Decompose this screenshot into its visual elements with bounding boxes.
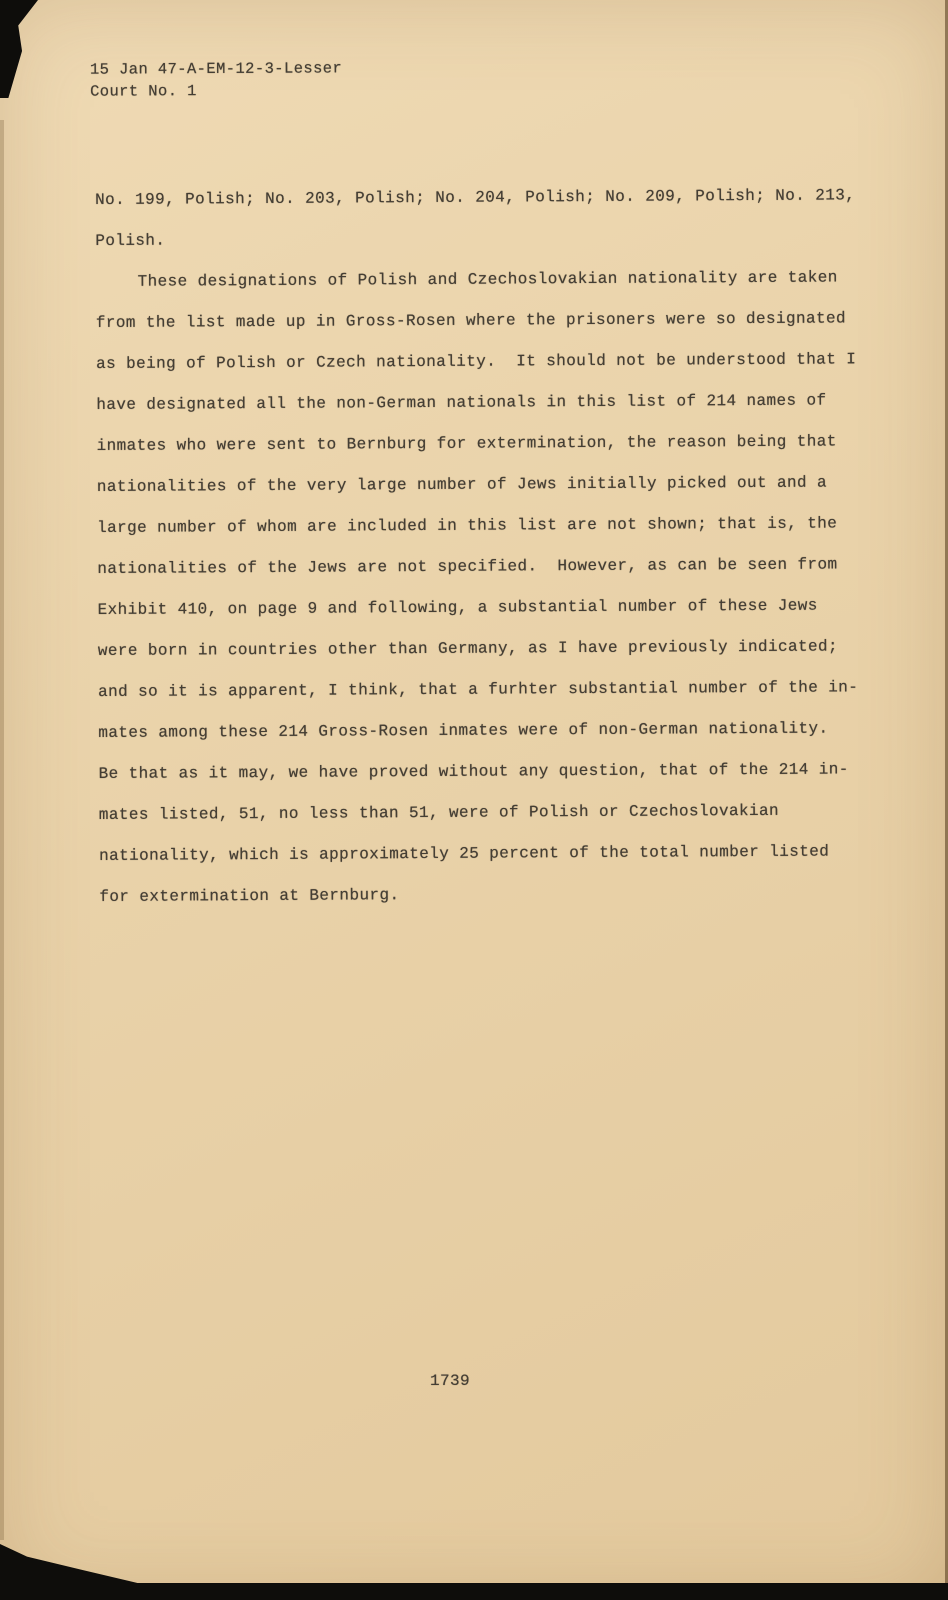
text-line: nationalities of the very large number of Jews initially picked out and a	[96, 473, 828, 496]
text-line: mates among these 214 Gross-Rosen inmates were of non-German nationality.	[98, 719, 829, 742]
page-number: 1739	[430, 1372, 471, 1390]
text-line: Be that as it may, we have proved without any question, that of the 214 in-	[98, 760, 849, 783]
text-line: Exhibit 410, on page 9 and following, a substantial number of these Jews	[97, 596, 818, 619]
text-line: nationalities of the Jews are not specified. However, as can be seen from	[97, 555, 838, 578]
text-line: have designated all the non-German nationals in this list of 214 names of	[96, 391, 827, 414]
text-line: large number of whom are included in this list are not shown; that is, the	[97, 514, 838, 537]
text-line: No. 199, Polish; No. 203, Polish; No. 204, Polish; No. 209, Polish; No. 213,	[95, 186, 856, 209]
text-line: for extermination at Bernburg.	[99, 886, 400, 906]
text-line: were born in countries other than Germany, as I have previously indicated;	[97, 637, 839, 660]
scan-artifact-top-left-corner	[0, 0, 38, 98]
scan-artifact-bottom-left-corner	[0, 1544, 150, 1586]
header-docket-line: 15 Jan 47-A-EM-12-3-Lesser	[89, 59, 343, 79]
header-court-line: Court No. 1	[90, 82, 197, 101]
text-line: and so it is apparent, I think, that a furhter substantial number of the in-	[98, 678, 859, 701]
text-line: mates listed, 51, no less than 51, were of Polish or Czechoslovakian	[98, 801, 780, 824]
text-line: These designations of Polish and Czechoslovakian nationality are taken	[137, 268, 838, 291]
text-line: as being of Polish or Czech nationality. It should not be understood that I	[96, 350, 857, 373]
document-body	[95, 175, 892, 918]
document-header	[90, 57, 342, 102]
text-line: from the list made up in Gross-Rosen where the prisoners were so designated	[95, 309, 847, 332]
scan-artifact-left-edge	[0, 120, 4, 1540]
scan-artifact-bottom-bar	[0, 1583, 948, 1600]
text-line: nationality, which is approximately 25 percent of the total number listed	[99, 842, 830, 865]
text-line: Polish.	[95, 231, 166, 250]
text-line: inmates who were sent to Bernburg for extermination, the reason being that	[96, 432, 837, 455]
